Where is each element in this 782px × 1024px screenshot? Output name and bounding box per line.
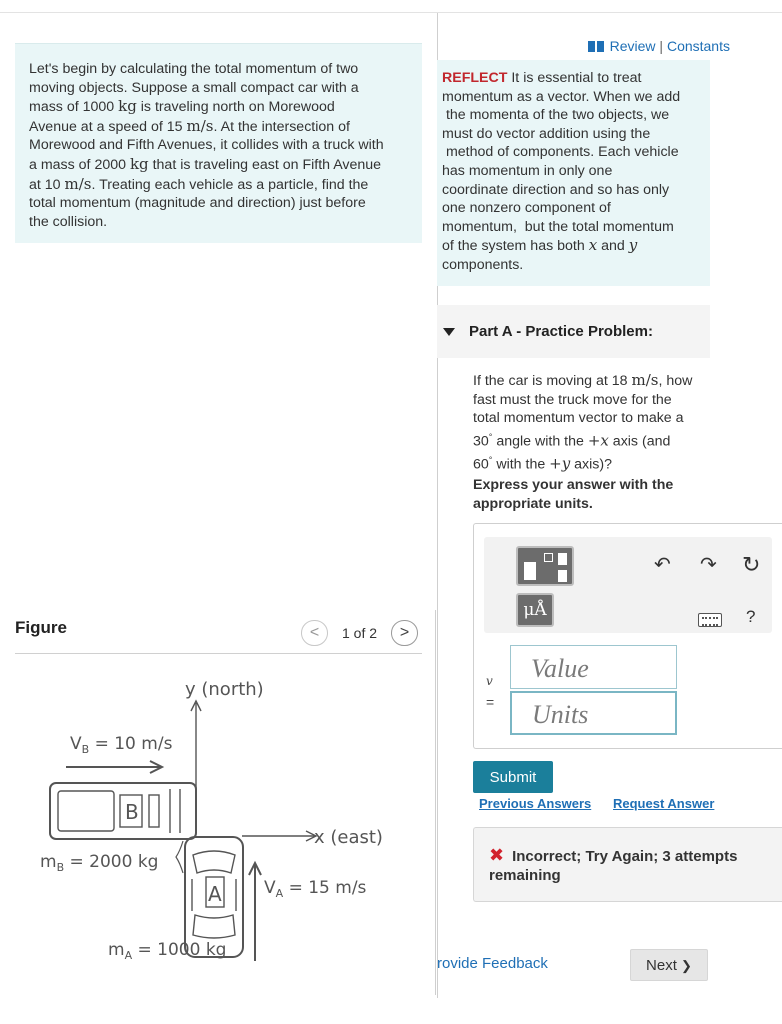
constants-link[interactable]: Constants (666, 38, 730, 54)
part-a-title: Part A - Practice Problem: (469, 323, 653, 340)
units-button[interactable]: μÅ (516, 593, 554, 627)
variable-v-label: v (486, 674, 493, 688)
problem-statement: Let's begin by calculating the total momentum of two moving objects. Suppose a small compact car with a mass of 1000 kg is traveling north on Morewood Avenue at a speed of 15 m/s. At the intersection of Morewood and Fifth Avenues, it collides with a truck with a mass of 2000 kg that is traveling east on Fifth Avenue at 10 m/s. Treating each vehicle as a particle, find the total momentum (magnitude and direction) just before the collision. (15, 43, 422, 243)
keyboard-icon[interactable] (698, 613, 722, 627)
va-label: $V_A = 15$ m/s (264, 878, 367, 900)
request-answer-link[interactable]: Request Answer (613, 796, 715, 811)
x-axis-label: x (east) (314, 827, 383, 848)
review-constants-links (588, 38, 730, 54)
equals-sign: = (486, 694, 495, 710)
answer-box (473, 523, 782, 749)
figure-next-button[interactable]: > (391, 620, 418, 646)
help-icon[interactable]: ? (746, 607, 756, 626)
feedback-message: ✖ Incorrect; Try Again; 3 attempts remaining (473, 827, 782, 902)
collision-diagram (30, 665, 410, 975)
ma-label: $m_A = 1000$ kg (108, 940, 227, 962)
reflect-tag: REFLECT (442, 70, 508, 86)
undo-icon[interactable]: ↶ (654, 554, 671, 576)
next-button[interactable]: Next ❯ (630, 949, 708, 981)
units-input[interactable] (510, 691, 677, 735)
figure-prev-button[interactable]: < (301, 620, 328, 646)
collapse-triangle-icon[interactable] (443, 328, 455, 336)
figure-pager (301, 620, 418, 646)
express-instruction: Express your answer with the appropriate units. (473, 477, 674, 512)
previous-answers-link[interactable]: Previous Answers (479, 796, 592, 811)
column-divider-lower (435, 610, 436, 995)
math-toolbar (484, 537, 772, 633)
separator: | (655, 38, 667, 54)
redo-icon[interactable]: ↷ (700, 554, 717, 576)
book-icon (588, 41, 604, 52)
truck-label: B (125, 800, 139, 824)
reflect-panel: REFLECT It is essential to treat momentum as a vector. When we add the momenta of the two objects, we must do vector addition using the method of components. Each vehicle has momentum in only one coordinate direction and so has only one nonzero component of momentum, but the total momentum of the system has both x and y components. (437, 60, 710, 286)
vb-label: $V_B = 10$ m/s (70, 734, 173, 756)
figure-label: Figure (15, 618, 67, 637)
figure-divider (15, 653, 422, 654)
chevron-right-icon: ❯ (681, 957, 692, 973)
top-rule (0, 12, 782, 13)
figure-page-indicator: 1 of 2 (341, 625, 378, 641)
y-axis-label: y (north) (185, 679, 264, 700)
part-a-question: If the car is moving at 18 m/s, how fast must the truck move for the total momentum vector to make a 30° angle with the +x axis (and 60° with the +y axis)? (473, 371, 693, 473)
value-input[interactable] (510, 645, 677, 689)
template-button[interactable] (516, 546, 574, 586)
part-a-header[interactable] (437, 305, 710, 358)
mb-label: $m_B = 2000$ kg (40, 852, 159, 874)
review-link[interactable]: Review (609, 38, 656, 54)
reset-icon[interactable]: ↻ (742, 552, 761, 577)
incorrect-x-icon: ✖ (489, 845, 505, 865)
provide-feedback-link[interactable]: rovide Feedback (437, 955, 548, 972)
submit-button[interactable]: Submit (473, 761, 553, 793)
car-label: A (208, 882, 222, 906)
